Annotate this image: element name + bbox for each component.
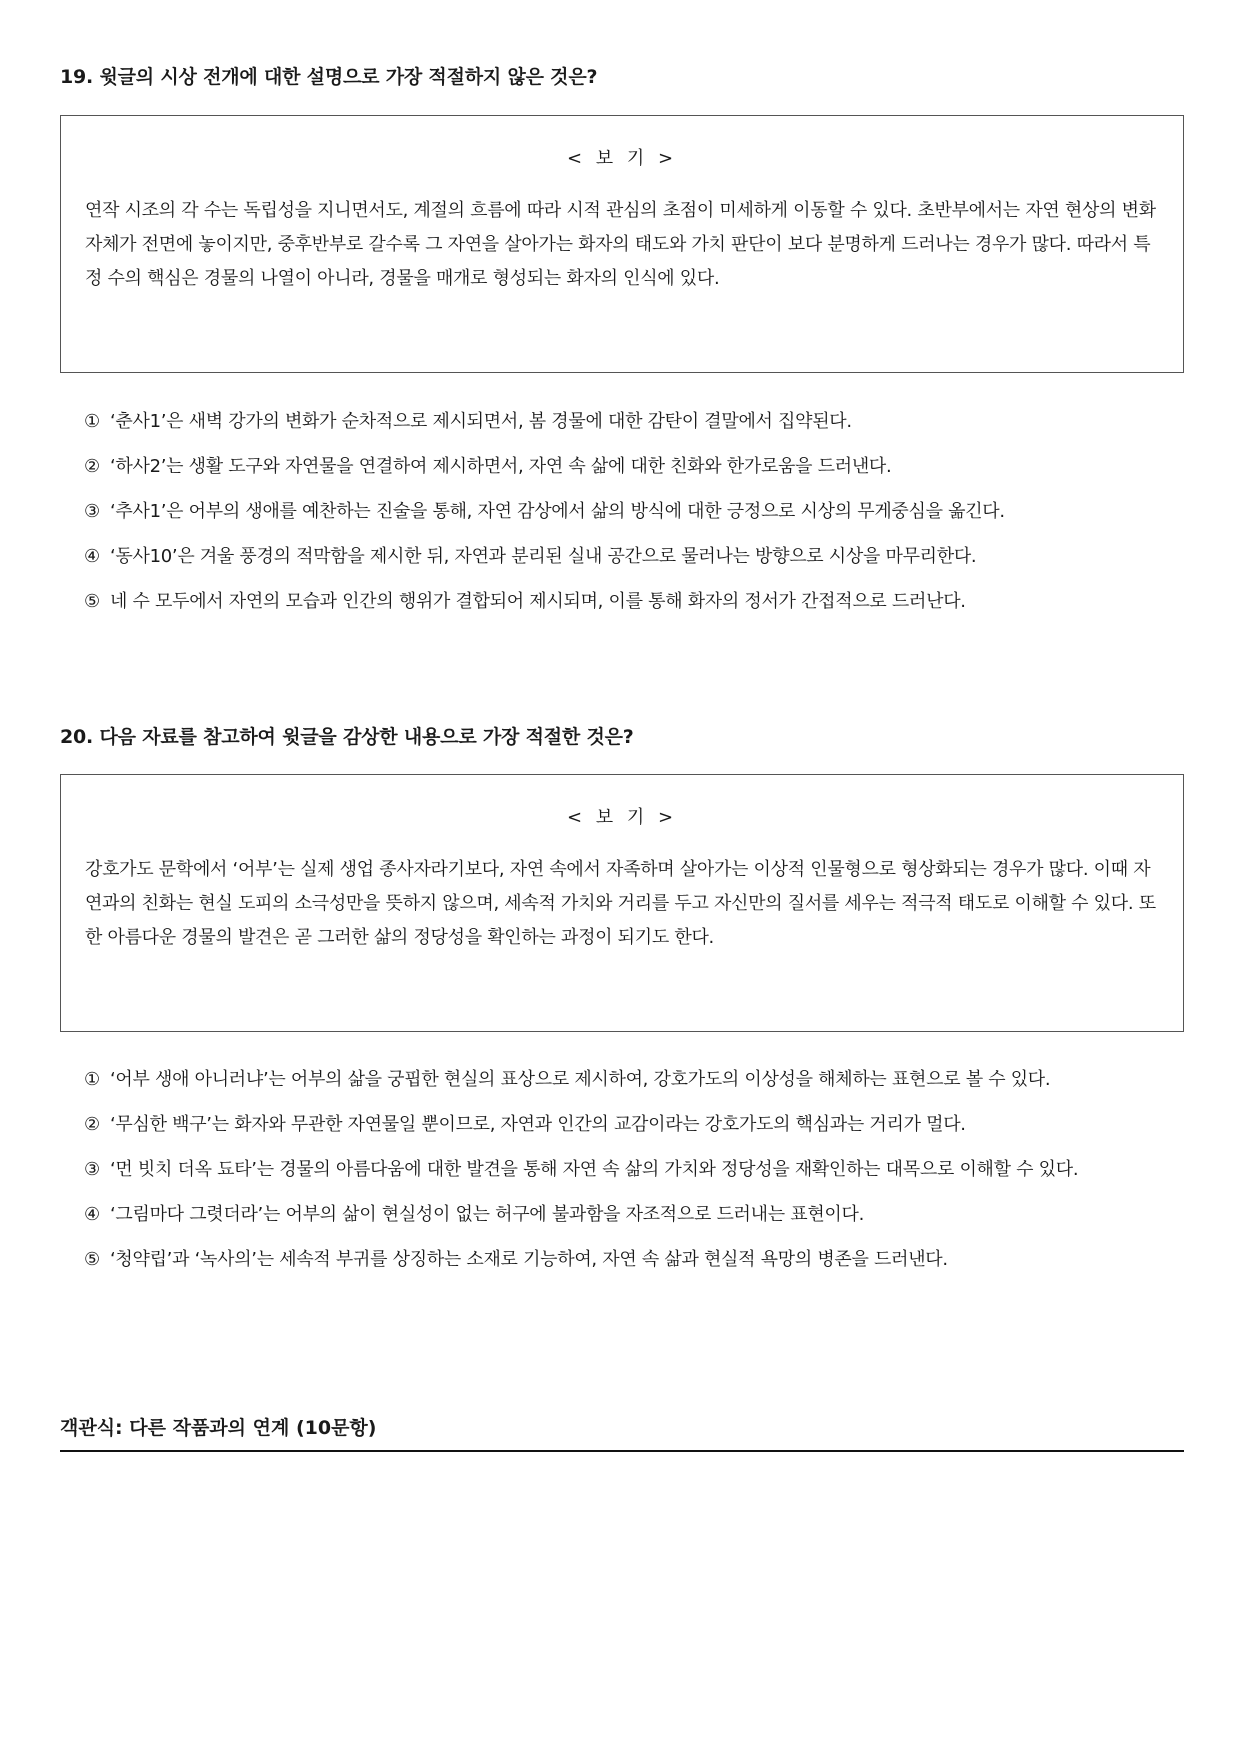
option-text: ‘춘사1’은 새벽 강가의 변화가 순차적으로 제시되면서, 봄 경물에 대한 감탄이 결말에서 집약된다. [110,411,852,432]
option-text: ‘그림마다 그렷더라’는 어부의 삶이 현실성이 없는 허구에 불과함을 자조적으로 드러내는 표현이다. [110,1204,864,1225]
option-number: ③ [84,1159,100,1180]
question-20-options [84,1063,1184,1288]
option-1[interactable] [84,1063,1184,1097]
option-3[interactable] [84,1153,1184,1187]
option-number: ① [84,1069,100,1090]
option-text: ‘먼 빗치 더옥 됴타’는 경물의 아름다움에 대한 발견을 통해 자연 속 삶의 가치와 정당성을 재확인하는 대목으로 이해할 수 있다. [110,1159,1079,1180]
option-3[interactable] [84,495,1184,529]
option-number: ④ [84,546,100,567]
bogi-heading: < 보 기 > [566,148,678,169]
option-text: ‘청약립’과 ‘녹사의’는 세속적 부귀를 상징하는 소재로 기능하여, 자연 속 삶과 현실적 욕망의 병존을 드러낸다. [110,1249,948,1270]
option-1[interactable] [84,405,1184,439]
question-19-bogi-box [60,115,1184,373]
option-text: ‘추사1’은 어부의 생애를 예찬하는 진술을 통해, 자연 감상에서 삶의 방식에 대한 긍정으로 시상의 무게중심을 옮긴다. [110,501,1005,522]
question-19-options [84,405,1184,630]
bogi-text: 강호가도 문학에서 ‘어부’는 실제 생업 종사자라기보다, 자연 속에서 자족하며 살아가는 이상적 인물형으로 형상화되는 경우가 많다. 이때 자연과의 친화는 현실 도피의 소극성만을 뜻하지 않으며, 세속적 가치와 거리를 두고 자신만의 질서를 세우는 적극적 태도로 이해할 수 있다. 또한 아름다운 경물의 발견은 곧 그러한 삶의 정당성을 확인하는 과정이 되기도 한다. [85,859,1156,948]
option-2[interactable] [84,450,1184,484]
option-number: ⑤ [84,1249,100,1270]
option-number: ④ [84,1204,100,1225]
question-20-title: 20. 다음 자료를 참고하여 윗글을 감상한 내용으로 가장 적절한 것은? [60,726,634,748]
option-5[interactable] [84,585,1184,619]
section-heading: 객관식: 다른 작품과의 연계 (10문항) [60,1413,1184,1452]
question-19-title: 19. 윗글의 시상 전개에 대한 설명으로 가장 적절하지 않은 것은? [60,66,598,88]
option-text: ‘무심한 백구’는 화자와 무관한 자연물일 뿐이므로, 자연과 인간의 교감이라는 강호가도의 핵심과는 거리가 멀다. [110,1114,966,1135]
option-text: ‘하사2’는 생활 도구와 자연물을 연결하여 제시하면서, 자연 속 삶에 대한 친화와 한가로움을 드러낸다. [110,456,892,477]
option-number: ① [84,411,100,432]
option-4[interactable] [84,1198,1184,1232]
option-text: 네 수 모두에서 자연의 모습과 인간의 행위가 결합되어 제시되며, 이를 통해 화자의 정서가 간접적으로 드러난다. [110,591,966,612]
option-number: ② [84,456,100,477]
option-number: ③ [84,501,100,522]
question-20-bogi-box [60,774,1184,1032]
option-4[interactable] [84,540,1184,574]
bogi-text: 연작 시조의 각 수는 독립성을 지니면서도, 계절의 흐름에 따라 시적 관심의 초점이 미세하게 이동할 수 있다. 초반부에서는 자연 현상의 변화 자체가 전면에 놓이지만, 중후반부로 갈수록 그 자연을 살아가는 화자의 태도와 가치 판단이 보다 분명하게 드러나는 경우가 많다. 따라서 특정 수의 핵심은 경물의 나열이 아니라, 경물을 매개로 형성되는 화자의 인식에 있다. [85,200,1156,289]
option-5[interactable] [84,1243,1184,1277]
option-text: ‘어부 생애 아니러냐’는 어부의 삶을 궁핍한 현실의 표상으로 제시하여, 강호가도의 이상성을 해체하는 표현으로 볼 수 있다. [110,1069,1051,1090]
option-number: ⑤ [84,591,100,612]
option-text: ‘동사10’은 겨울 풍경의 적막함을 제시한 뒤, 자연과 분리된 실내 공간으로 물러나는 방향으로 시상을 마무리한다. [110,546,977,567]
bogi-heading: < 보 기 > [566,807,678,828]
option-number: ② [84,1114,100,1135]
option-2[interactable] [84,1108,1184,1142]
